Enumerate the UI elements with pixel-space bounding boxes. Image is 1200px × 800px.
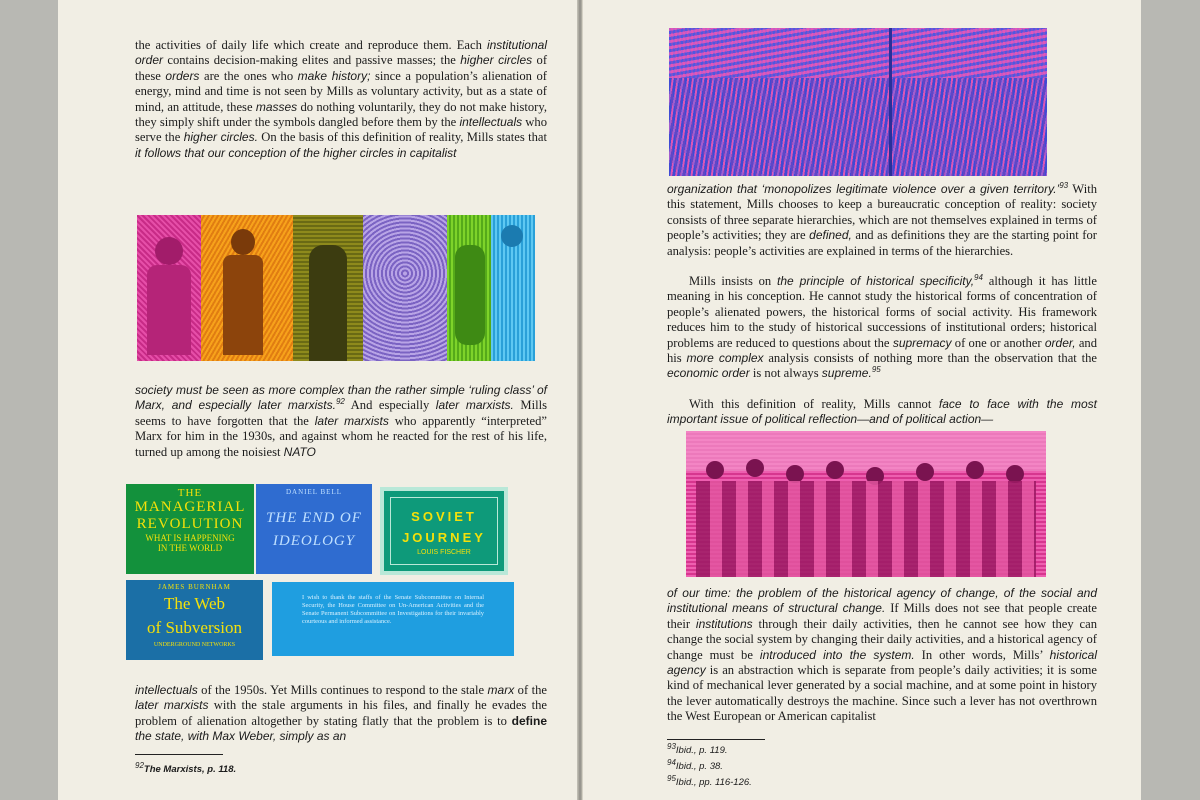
marching-crowd-image	[686, 431, 1046, 577]
left-paragraph-2: society must be seen as more complex than the rather simple ‘ruling class’ of Marx, and especially later marxists.$^{92}$ And especially later marxists. Mills seems to have forgotten that the later marxists who apparently “interpreted” Marx for him in the 1930s, and against whom he reacted for the rest of his life, turned up among the noisiest NATO	[135, 383, 547, 459]
right-paragraph-1: organization that ‘monopolizes legitimate violence over a given territory.’$^{93}$ With this statement, Mills chooses to keep a bureaucratic conception of reality: society consists of three separate hierarchies, which are not themselves explained in terms of people’s activities; they are defined, and as definitions they are the starting point for analysis: people’s activities are explained in terms of the hierarchies.	[667, 180, 1097, 258]
book-cover-soviet-journey: SOVIET JOURNEY LOUIS FISCHER	[380, 487, 508, 575]
footnote-94: $^{94}$Ibid., p. 38.	[667, 757, 723, 772]
footnote-rule	[135, 754, 223, 755]
book-cover-managerial-revolution: THE MANAGERIAL REVOLUTION WHAT IS HAPPENING IN THE WORLD	[126, 484, 254, 574]
book-cover-end-of-ideology: DANIEL BELL THE END OF IDEOLOGY	[256, 484, 372, 574]
right-paragraph-3: With this definition of reality, Mills cannot face to face with the most important issue of political reflection—and of political action—	[667, 397, 1097, 427]
strip-orange	[201, 215, 293, 361]
strip-cyan	[491, 215, 535, 361]
footnote-92: $^{92}$The Marxists, p. 118.	[135, 760, 237, 775]
right-paragraph-2: Mills insists on the principle of historical specificity,$^{94}$ although it has little meaning in his conception. He cannot study the historical forms of concentration of people’s alienated powers, the historical forms of social activity. His framework reduces him to the study of historical successions of institutional orders; historical problems are reduced to questions about the supremacy of one or another order, and his more complex analysis consists of nothing more than the observation that the economic order is not always supreme.$^{95}$	[667, 272, 1097, 381]
left-page	[58, 0, 579, 800]
strip-olive	[293, 215, 363, 361]
portrait-strip-image	[137, 215, 535, 361]
footnote-rule-right	[667, 739, 765, 740]
strip-magenta	[137, 215, 201, 361]
right-paragraph-4: of our time: the problem of the historical agency of change, of the social and institutional means of structural change. If Mills does not see that people create their institutions through their daily activities, then he cannot see how they can change the social system by changing their daily activities, and a historical agency of change must be introduced into the system. In other words, Mills’ historical agency is an abstraction which is separate from people’s daily activities; it is some kind of mechanical lever generated by a social machine, and at some point in history the lever automatically destroys the machine. Since such a lever has not overthrown the West European or American capitalist	[667, 586, 1098, 724]
strip-violet	[363, 215, 447, 361]
book-cover-web-of-subversion: JAMES BURNHAM The Web of Subversion UNDERGROUND NETWORKS	[126, 580, 263, 660]
strip-green	[447, 215, 491, 361]
crowd-halftone-image	[669, 28, 1047, 176]
footnote-95: $^{95}$Ibid., pp. 116-126.	[667, 773, 752, 788]
right-page	[582, 0, 1141, 800]
left-paragraph-3: intellectuals of the 1950s. Yet Mills continues to respond to the stale marx of the later marxists with the stale arguments in his files, and finally he evades the problem of alienation altogether by stating flatly that the problem is to define the state, with Max Weber, simply as an	[135, 683, 547, 744]
left-paragraph-1: the activities of daily life which create and reproduce them. Each institutional order contains decision-making elites and passive masses; the higher circles of these orders are the ones who make history; since a population’s alienation of energy, mind and time is not seen by Mills as voluntary activity, but as a state of mind, an attitude, these masses do nothing voluntarily, they do not make history, they simply shift under the symbols dangled before them by the intellectuals who serve the higher circles. On the basis of this definition of reality, Mills states that it follows that our conception of the higher circles in capitalist	[135, 38, 548, 160]
book-acknowledgment-page: I wish to thank the staffs of the Senate Subcommittee on Internal Security, the House Committee on Un-American Activities and the Senate Permanent Subcommittee on Investigations for their invariably courteous and informed assistance.	[272, 582, 514, 656]
footnote-93: $^{93}$Ibid., p. 119.	[667, 741, 728, 756]
